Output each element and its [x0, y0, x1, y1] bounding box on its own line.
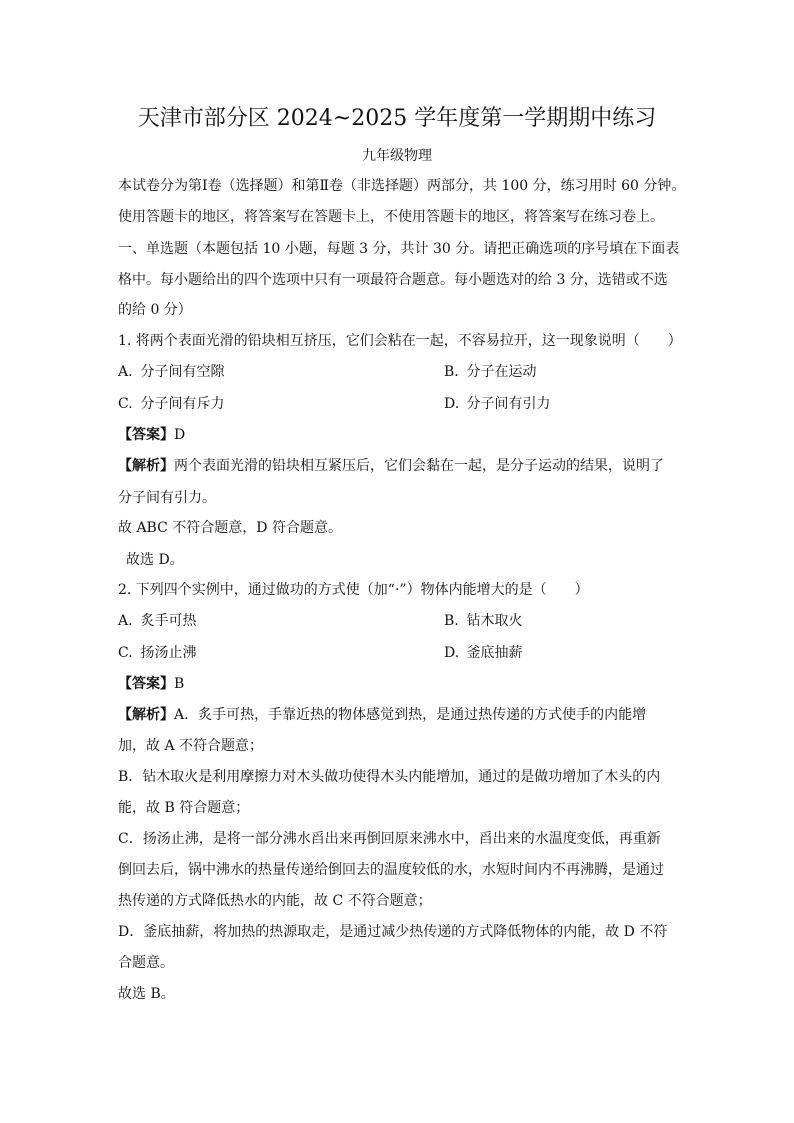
question-1-option-b — [444, 362, 536, 382]
option-key: A. — [118, 364, 133, 380]
question-2-answer — [118, 674, 184, 694]
analysis-line: 故 ABC 不符合题意，D 符合题意。 — [118, 520, 342, 536]
option-text: 分子在运动 — [466, 364, 537, 380]
analysis-line: 合题意。 — [118, 955, 174, 971]
analysis-line: 故选 B。 — [118, 986, 175, 1002]
document-subtitle: 九年级物理 — [362, 148, 432, 164]
question-2-option-a — [118, 611, 196, 631]
section-heading-line: 一、单选题（本题包括 10 小题，每题 3 分，共计 30 分。请把正确选项的序号填在下面表 — [118, 241, 680, 257]
intro-line: 使用答题卡的地区，将答案写在答题卡上，不使用答题卡的地区，将答案写在练习卷上。 — [118, 209, 664, 225]
analysis-line: A．炙手可热，手靠近热的物体感觉到热，是通过热传递的方式使手的内能增 — [174, 707, 647, 723]
question-2-analysis — [118, 705, 646, 725]
option-key: C. — [118, 645, 133, 661]
option-text: 分子间有空隙 — [140, 364, 225, 380]
option-text: 钻木取火 — [466, 613, 523, 629]
answer-value: D — [174, 427, 186, 443]
question-2-stem: 2. 下列四个实例中，通过做功的方式使（加“·”）物体内能增大的是（ ） — [118, 582, 589, 598]
question-1-option-a — [118, 362, 224, 382]
analysis-line: 能，故 B 符合题意； — [118, 800, 250, 816]
option-text: 炙手可热 — [140, 613, 197, 629]
analysis-label: 【解析】 — [118, 707, 174, 723]
option-key: C. — [118, 396, 133, 412]
answer-label: 【答案】 — [118, 427, 174, 443]
answer-value: B — [174, 676, 185, 692]
analysis-line: B．钻木取火是利用摩擦力对木头做功使得木头内能增加，通过的是做功增加了木头的内 — [118, 769, 661, 785]
analysis-line: 加，故 A 不符合题意； — [118, 738, 264, 754]
option-text: 扬汤止沸 — [140, 645, 197, 661]
analysis-line: 热传递的方式降低热水的内能，故 C 不符合题意； — [118, 893, 432, 909]
analysis-line: 分子间有引力。 — [118, 490, 216, 506]
intro-line: 本试卷分为第Ⅰ卷（选择题）和第Ⅱ卷（非选择题）两部分，共 100 分，练习用时 60 分钟。 — [118, 178, 686, 194]
option-key: B. — [444, 364, 459, 380]
option-key: A. — [118, 613, 133, 629]
question-1-answer — [118, 425, 185, 445]
option-key: D. — [444, 396, 460, 412]
analysis-label: 【解析】 — [118, 458, 174, 474]
section-heading-line: 的给 0 分） — [118, 302, 192, 318]
option-text: 釜底抽薪 — [466, 645, 523, 661]
question-1-option-d — [444, 394, 550, 414]
analysis-line: C．扬汤止沸，是将一部分沸水舀出来再倒回原来沸水中，舀出来的水温度变低，再重新 — [118, 831, 661, 847]
analysis-line: 两个表面光滑的铅块相互紧压后，它们会黏在一起，是分子运动的结果，说明了 — [174, 458, 664, 474]
option-text: 分子间有斥力 — [140, 396, 225, 412]
analysis-line: 倒回去后，锅中沸水的热量传递给倒回去的温度较低的水，水短时间内不再沸腾，是通过 — [118, 862, 664, 878]
option-key: B. — [444, 613, 459, 629]
section-heading-line: 格中。每小题给出的四个选项中只有一项最符合题意。每小题选对的给 3 分，选错或不选 — [118, 272, 668, 288]
analysis-line: 故选 D。 — [126, 552, 184, 568]
option-text: 分子间有引力 — [466, 396, 551, 412]
answer-label: 【答案】 — [118, 676, 174, 692]
question-1-stem: 1. 将两个表面光滑的铅块相互挤压，它们会粘在一起，不容易拉开，这一现象说明（ ） — [118, 333, 682, 349]
document-title: 天津市部分区 2024~2025 学年度第一学期期中练习 — [137, 106, 657, 131]
question-2-option-c — [118, 643, 196, 663]
question-1-analysis — [118, 456, 664, 476]
analysis-line: D．釜底抽薪，将加热的热源取走，是通过减少热传递的方式降低物体的内能，故 D 不符 — [118, 924, 668, 940]
question-2-option-d — [444, 643, 522, 663]
question-2-option-b — [444, 611, 522, 631]
option-key: D. — [444, 645, 460, 661]
question-1-option-c — [118, 394, 224, 414]
